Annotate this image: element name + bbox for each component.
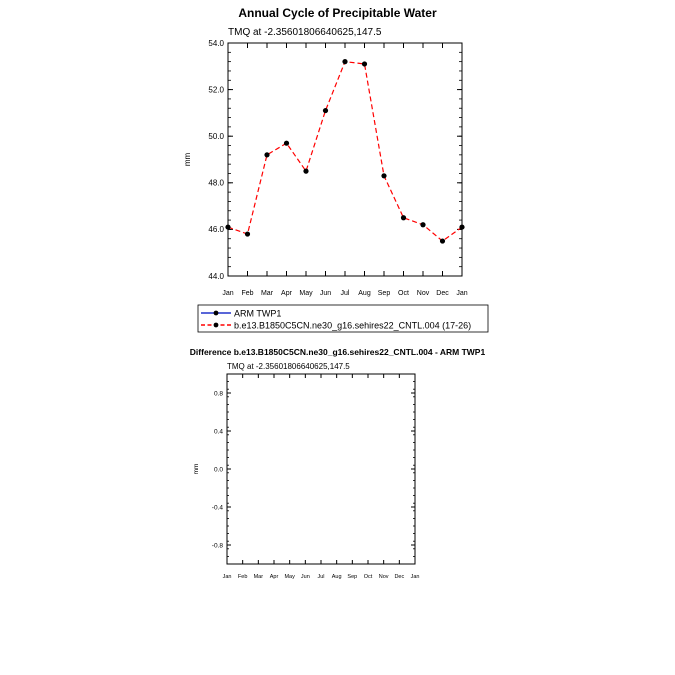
data-point — [381, 173, 386, 178]
chart-subtitle: TMQ at -2.35601806640625,147.5 — [227, 362, 350, 371]
plot-frame — [227, 374, 415, 564]
x-tick-label: Apr — [281, 290, 292, 297]
x-tick-label: Nov — [416, 290, 430, 297]
y-tick-label: 46.0 — [208, 225, 224, 235]
x-tick-label: Nov — [378, 574, 389, 580]
y-tick-label: 54.0 — [208, 38, 224, 48]
plot-frame — [228, 43, 462, 276]
data-point — [303, 169, 308, 174]
data-point — [264, 152, 269, 157]
y-tick-label: 52.0 — [208, 85, 224, 95]
x-tick-label: Jun — [319, 290, 332, 297]
legend-label: b.e13.B1850C5CN.ne30_g16.sehires22_CNTL.004 (17-26) — [234, 320, 472, 331]
legend-marker — [214, 323, 219, 328]
x-tick-label: Jan — [410, 574, 420, 580]
data-point — [225, 224, 230, 229]
x-tick-label: Feb — [241, 290, 254, 297]
x-tick-label: Oct — [363, 574, 373, 580]
x-tick-label: Jun — [300, 574, 310, 580]
x-tick-label: May — [299, 290, 313, 297]
x-tick-label: Mar — [253, 574, 264, 580]
x-tick-label: Apr — [269, 574, 279, 580]
y-axis-label: mm — [193, 463, 200, 475]
x-tick-label: Aug — [358, 290, 371, 297]
data-point — [459, 224, 464, 229]
y-tick-label: 50.0 — [208, 132, 224, 141]
y-axis-label: mm — [183, 152, 192, 167]
x-tick-label: Mar — [260, 290, 274, 297]
chart-title: Difference b.e13.B1850C5CN.ne30_g16.sehires22_CNTL.004 - ARM TWP1 — [189, 347, 486, 357]
y-tick-label: -0.8 — [211, 542, 223, 550]
data-point — [284, 141, 289, 146]
legend-marker — [214, 311, 219, 316]
legend-label: ARM TWP1 — [234, 308, 282, 319]
x-tick-label: Dec — [394, 574, 405, 580]
chart-subtitle: TMQ at -2.35601806640625,147.5 — [228, 27, 382, 38]
data-point — [401, 215, 406, 220]
x-tick-label: Jan — [222, 574, 232, 580]
y-tick-label: 0.4 — [213, 428, 223, 436]
series-line-1 — [228, 62, 462, 241]
y-tick-label: 48.0 — [208, 178, 224, 188]
x-tick-label: Dec — [436, 290, 449, 297]
x-tick-label: Jul — [317, 574, 325, 580]
x-tick-label: Feb — [237, 574, 248, 580]
data-point — [245, 231, 250, 236]
y-tick-label: 0.0 — [213, 466, 223, 474]
data-point — [342, 59, 347, 64]
x-tick-label: Oct — [398, 290, 409, 297]
chart-title: Annual Cycle of Precipitable Water — [238, 6, 437, 20]
data-point — [440, 238, 445, 243]
x-tick-label: Jan — [456, 290, 468, 297]
x-tick-label: Sep — [347, 574, 358, 580]
x-tick-label: May — [284, 574, 295, 580]
x-tick-label: Aug — [331, 574, 342, 580]
data-point — [420, 222, 425, 227]
y-tick-label: -0.4 — [211, 504, 223, 512]
data-point — [362, 61, 367, 66]
data-point — [323, 108, 328, 113]
y-tick-label: 44.0 — [208, 271, 224, 281]
x-tick-label: Sep — [377, 290, 391, 297]
x-tick-label: Jul — [340, 290, 350, 297]
y-tick-label: 0.8 — [213, 390, 223, 398]
x-tick-label: Jan — [222, 290, 234, 297]
